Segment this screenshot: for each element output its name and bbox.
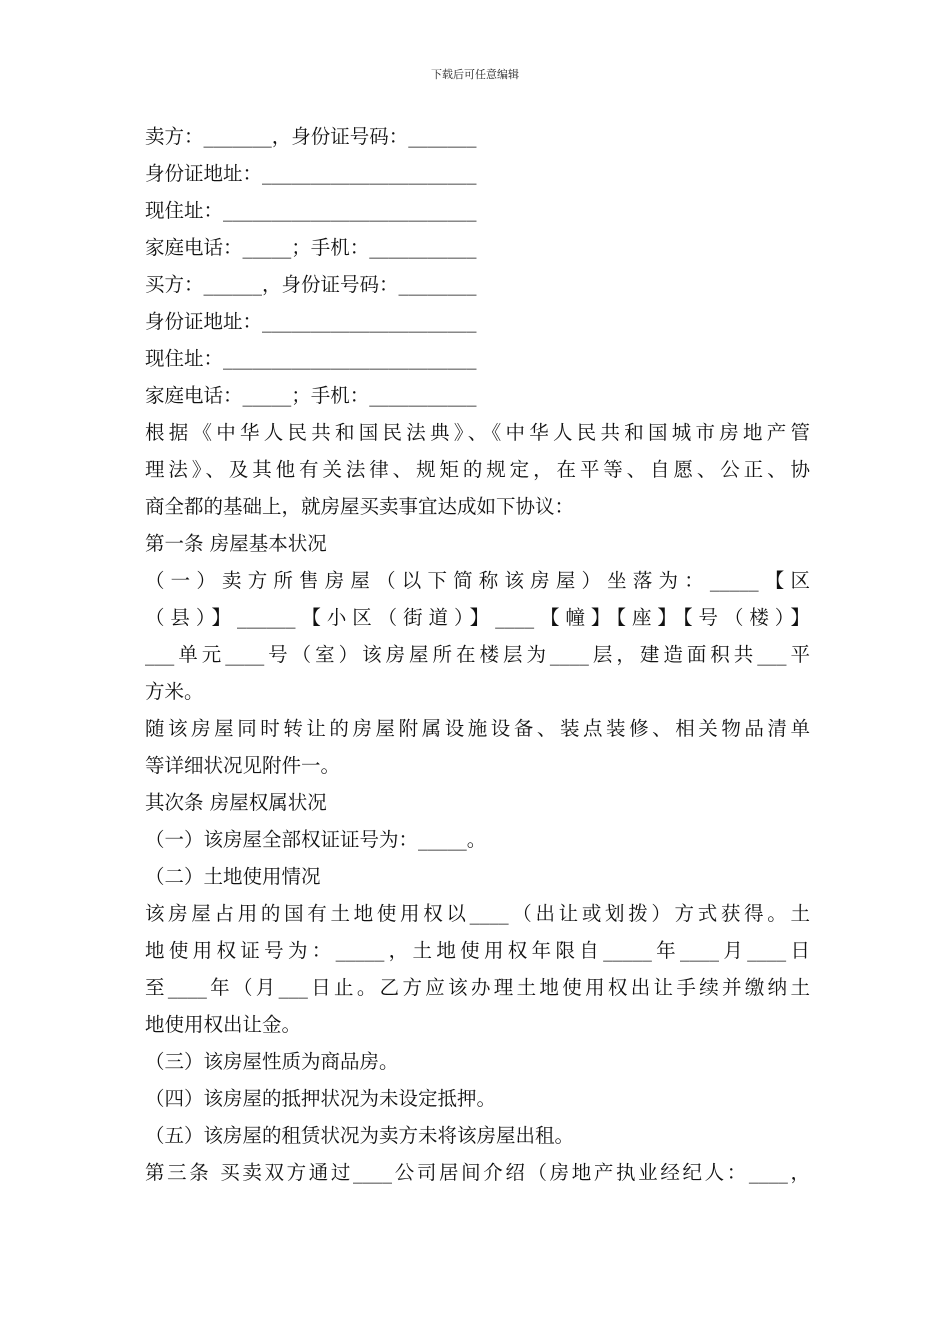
buyer-address-line: 现住址：__________________________ — [145, 347, 477, 370]
preamble-line-1: 根据《中华人民共和国民法典》、《中华人民共和国城市房地产管 — [145, 421, 810, 444]
land-use-line-4: 地使用权出让金。 — [145, 1013, 302, 1036]
document-body — [145, 118, 810, 1191]
article-2-clause-2: （二）土地使用情况 — [145, 865, 321, 888]
article-1-clause-1-line-3: ___单元____号（室）该房屋所在楼层为____层，建造面积共___平 — [145, 643, 810, 666]
article-1-heading: 第一条 房屋基本状况 — [145, 532, 327, 555]
buyer-id-address-line: 身份证地址：______________________ — [145, 310, 477, 333]
preamble-line-3: 商全都的基础上，就房屋买卖事宜达成如下协议： — [145, 495, 575, 518]
article-3-line-1: 第三条 买卖双方通过____公司居间介绍（房地产执业经纪人：____， — [145, 1161, 810, 1184]
seller-address-line: 现住址：__________________________ — [145, 199, 477, 222]
article-2-clause-3: （三）该房屋性质为商品房。 — [145, 1050, 399, 1073]
seller-id-address-line: 身份证地址：______________________ — [145, 162, 477, 185]
article-2-clause-1: （一）该房屋全部权证证号为：_____。 — [145, 828, 487, 851]
article-1-clause-1-line-4: 方米。 — [145, 680, 204, 703]
article-1-attachment-line-2: 等详细状况见附件一。 — [145, 754, 341, 777]
land-use-line-3: 至____年（月___日止。乙方应该办理土地使用权出让手续并缴纳土 — [145, 976, 810, 999]
land-use-line-2: 地使用权证号为：_____，土地使用权年限自_____年____月____日 — [145, 939, 810, 962]
buyer-phone-line: 家庭电话：_____；手机：___________ — [145, 384, 477, 407]
buyer-name-line: 买方：______，身份证号码：________ — [145, 273, 477, 296]
seller-name-line: 卖方：_______，身份证号码：_______ — [145, 125, 477, 148]
land-use-line-1: 该房屋占用的国有土地使用权以____（出让或划拨）方式获得。土 — [145, 902, 810, 925]
seller-phone-line: 家庭电话：_____；手机：___________ — [145, 236, 477, 259]
preamble-line-2: 理法》、及其他有关法律、规矩的规定，在平等、自愿、公正、协 — [145, 458, 810, 481]
article-2-heading: 其次条 房屋权属状况 — [145, 791, 327, 814]
article-1-clause-1-line-2: （县）】______【小区（街道）】____【幢】【座】【号（楼）】 — [145, 606, 810, 629]
article-2-clause-4: （四）该房屋的抵押状况为未设定抵押。 — [145, 1087, 497, 1110]
page-header: 下载后可任意编辑 — [431, 68, 519, 81]
article-2-clause-5: （五）该房屋的租赁状况为卖方未将该房屋出租。 — [145, 1124, 575, 1147]
article-1-attachment-line-1: 随该房屋同时转让的房屋附属设施设备、装点装修、相关物品清单 — [145, 717, 810, 740]
article-1-clause-1-line-1: （一）卖方所售房屋（以下简称该房屋）坐落为：_____【区 — [145, 569, 810, 592]
